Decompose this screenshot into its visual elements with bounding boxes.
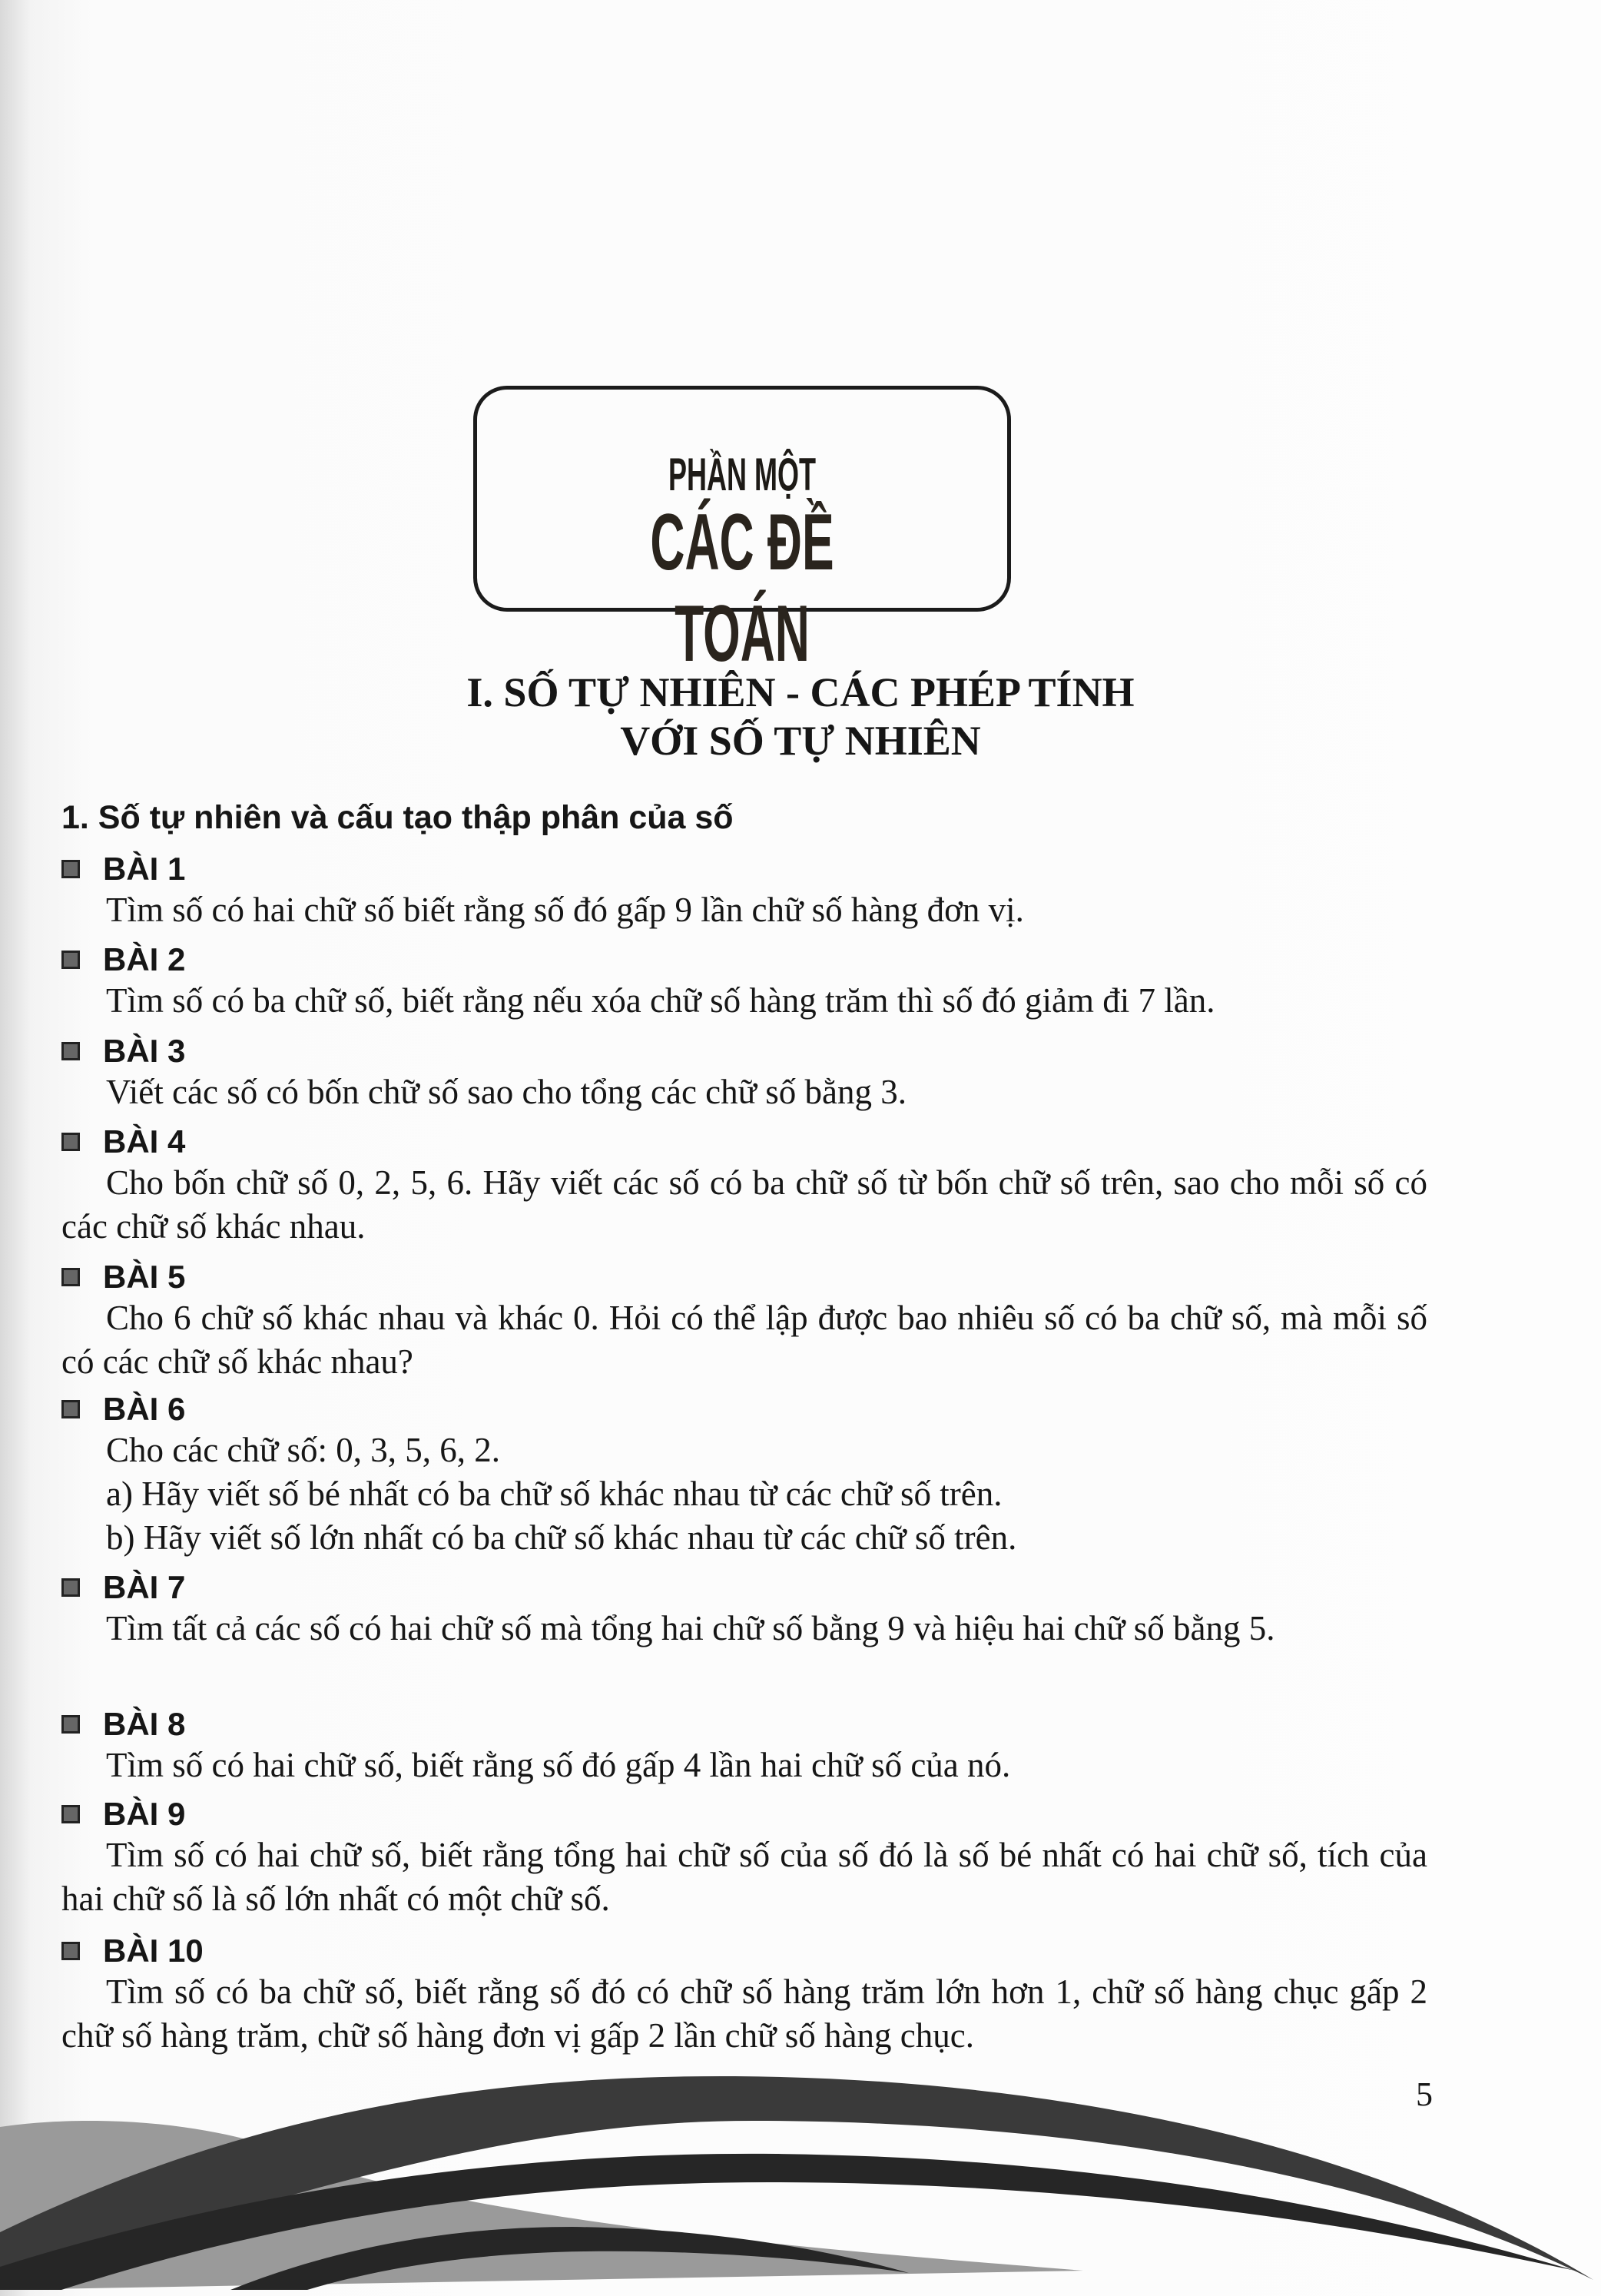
problem-heading [61,1258,1427,1296]
problem-text: Tìm số có hai chữ số, biết rằng tổng hai chữ số của số đó là số bé nhất có hai chữ số, tích của hai chữ số là số lớn nhất có một chữ số. [61,1836,1427,1918]
problem-9 [61,1795,1427,1921]
problem-label: BÀI 10 [103,1933,204,1969]
problem-text: Tìm số có hai chữ số biết rằng số đó gấp 9 lần chữ số hàng đơn vị. [106,891,1024,929]
problem-1 [61,850,1427,932]
problem-10 [61,1932,1427,2058]
problem-text: Cho 6 chữ số khác nhau và khác 0. Hỏi có thể lập được bao nhiêu số có ba chữ số, mà mỗi số có các chữ số khác nhau? [61,1299,1427,1381]
problem-4 [61,1123,1427,1249]
section-heading-line1: I. SỐ TỰ NHIÊN - CÁC PHÉP TÍNH [466,669,1135,715]
problem-heading [61,1032,1427,1070]
problem-label: BÀI 8 [103,1706,186,1742]
square-bullet-icon [61,1715,80,1734]
problem-heading [61,1795,1427,1833]
square-bullet-icon [61,1942,80,1960]
problem-8 [61,1705,1427,1787]
problem-label: BÀI 6 [103,1391,186,1427]
problem-heading [61,1568,1427,1607]
problem-7 [61,1568,1427,1651]
problem-label: BÀI 3 [103,1033,186,1069]
problem-heading [61,1123,1427,1161]
part-title: CÁC ĐỀ TOÁN [650,498,834,679]
problem-label: BÀI 9 [103,1796,186,1832]
decorative-swoosh [0,2059,1601,2296]
problem-heading [61,1390,1427,1428]
problem-6 [61,1390,1427,1560]
problem-3 [61,1032,1427,1114]
square-bullet-icon [61,1042,80,1060]
problem-text: Tìm số có ba chữ số, biết rằng số đó có chữ số hàng trăm lớn hơn 1, chữ số hàng chục gấp 2 chữ số hàng trăm, chữ số hàng đơn vị gấp 2 lần chữ số hàng chục. [61,1973,1427,2055]
problem-text: Tìm số có hai chữ số, biết rằng số đó gấp 4 lần hai chữ số của nó. [106,1746,1011,1784]
square-bullet-icon [61,860,80,878]
square-bullet-icon [61,1268,80,1286]
subsection-heading: 1. Số tự nhiên và cấu tạo thập phân của số [61,799,734,836]
problem-label: BÀI 7 [103,1569,186,1605]
part-label: PHẦN MỘT [668,449,816,500]
problem-text: Tìm số có ba chữ số, biết rằng nếu xóa chữ số hàng trăm thì số đó giảm đi 7 lần. [106,981,1215,1020]
square-bullet-icon [61,1400,80,1418]
problem-heading [61,850,1427,888]
problem-label: BÀI 5 [103,1259,186,1295]
square-bullet-icon [61,951,80,969]
page-number: 5 [1416,2075,1433,2113]
square-bullet-icon [61,1133,80,1151]
problem-text: b) Hãy viết số lớn nhất có ba chữ số khác nhau từ các chữ số trên. [106,1518,1017,1557]
problem-text: Cho bốn chữ số 0, 2, 5, 6. Hãy viết các số có ba chữ số từ bốn chữ số trên, sao cho mỗi số có các chữ số khác nhau. [61,1163,1427,1246]
problem-label: BÀI 4 [103,1123,186,1160]
problem-5 [61,1258,1427,1384]
problem-text: a) Hãy viết số bé nhất có ba chữ số khác nhau từ các chữ số trên. [106,1475,1003,1513]
problem-text: Cho các chữ số: 0, 3, 5, 6, 2. [106,1431,501,1469]
problem-2 [61,941,1427,1023]
problem-text: Tìm tất cả các số có hai chữ số mà tổng hai chữ số bằng 9 và hiệu hai chữ số bằng 5. [106,1609,1275,1647]
problem-heading [61,941,1427,979]
square-bullet-icon [61,1805,80,1823]
problem-heading [61,1932,1427,1970]
section-heading-line2: VỚI SỐ TỰ NHIÊN [620,718,981,764]
problem-label: BÀI 2 [103,941,186,977]
problem-heading [61,1705,1427,1744]
square-bullet-icon [61,1578,80,1597]
part-title-box [473,386,1011,679]
problem-text: Viết các số có bốn chữ số sao cho tổng các chữ số bằng 3. [106,1073,907,1111]
problem-label: BÀI 1 [103,851,186,887]
